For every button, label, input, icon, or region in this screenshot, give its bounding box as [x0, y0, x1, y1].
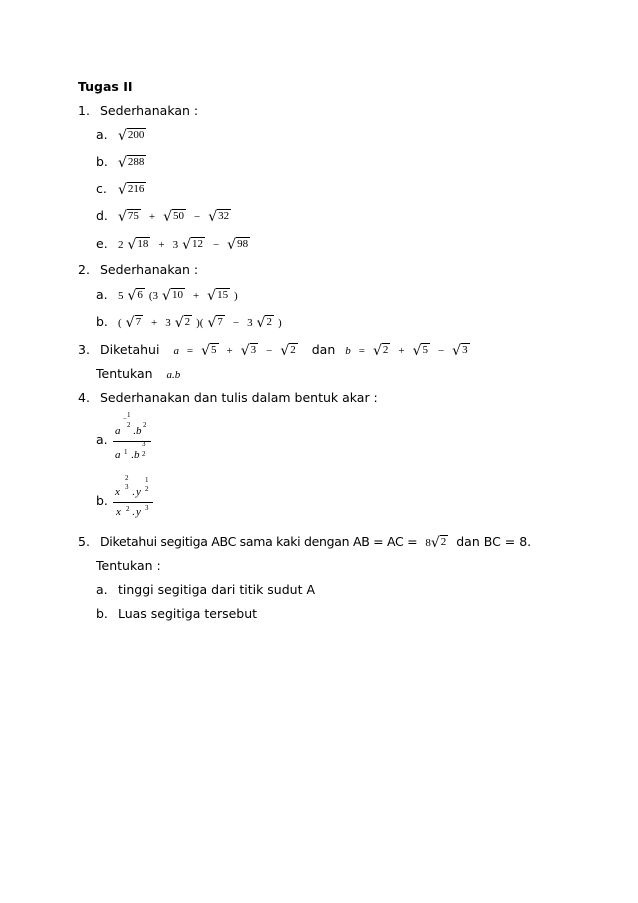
question-number: 1. — [78, 103, 90, 118]
exponent-sign: − — [123, 415, 127, 423]
sqrt-expression — [162, 288, 185, 302]
sqrt-expression — [182, 237, 205, 251]
sqrt-expression — [257, 315, 274, 329]
denominator-base-y: y — [136, 506, 141, 518]
q2-item-a — [96, 287, 238, 304]
equals-sign: = — [358, 345, 365, 357]
radical-sign-icon: √ — [127, 237, 137, 253]
radicand: 2 — [382, 344, 389, 356]
item-label: a. — [96, 127, 108, 142]
sqrt-expression — [118, 182, 146, 196]
fraction-bar — [113, 502, 153, 503]
sqrt-expression — [207, 288, 230, 302]
q1-item-d — [96, 208, 231, 225]
operator: + — [158, 239, 165, 251]
sqrt-expression — [201, 343, 218, 357]
radicand: 2 — [184, 316, 191, 328]
radical-sign-icon: √ — [201, 343, 211, 359]
radicand: 200 — [127, 129, 145, 141]
q5-item-a — [96, 582, 315, 598]
radicand: 3 — [462, 344, 468, 356]
item-text: Luas segitiga tersebut — [117, 606, 258, 621]
question-4 — [78, 390, 378, 406]
coefficient: 5 — [117, 290, 124, 302]
q4-item-a-fraction — [113, 411, 153, 467]
sqrt-expression — [126, 315, 143, 329]
radicand: 2 — [440, 536, 447, 548]
coefficient: 2 — [117, 239, 124, 251]
radical-sign-icon: √ — [117, 209, 127, 225]
sqrt-expression — [241, 343, 258, 357]
numerator-base-b: b — [136, 425, 142, 437]
denominator-base-x: x — [116, 506, 121, 518]
parenthesis-close: ) — [277, 317, 282, 329]
dot-operator: . — [132, 506, 135, 518]
operator: − — [212, 239, 220, 251]
operator: − — [266, 345, 273, 357]
exponent-denominator: 2 — [142, 450, 146, 458]
radicand: 5 — [211, 344, 217, 356]
operator: + — [151, 317, 158, 329]
radicand: 3 — [250, 344, 257, 356]
exponent-denominator: 2 — [127, 421, 131, 429]
sqrt-expression — [127, 237, 150, 251]
sqrt-expression — [280, 343, 297, 357]
question-text: Diketahui — [99, 342, 160, 357]
sqrt-expression — [207, 315, 224, 329]
q2-item-b — [96, 314, 282, 331]
sqrt-expression — [208, 209, 231, 223]
q1-item-e — [96, 236, 250, 253]
exponent-numerator: 3 — [142, 440, 146, 448]
equals-sign: = — [186, 345, 194, 357]
operator: − — [194, 211, 201, 223]
operator: + — [148, 211, 156, 223]
coefficient: 3 — [172, 239, 179, 251]
question-text: Sederhanakan : — [99, 262, 199, 277]
radicand: 75 — [127, 210, 139, 222]
q1-item-c — [96, 181, 146, 197]
radical-sign-icon: √ — [117, 155, 127, 171]
coefficient: 8 — [425, 537, 431, 549]
question-number: 5. — [78, 534, 90, 549]
task-text: Tentukan — [96, 366, 153, 381]
sqrt-expression — [452, 343, 469, 357]
radical-sign-icon: √ — [452, 343, 462, 359]
sqrt-expression — [163, 209, 186, 223]
sqrt-expression — [118, 155, 146, 169]
q5-item-b — [96, 606, 257, 622]
sqrt-expression — [175, 315, 192, 329]
radicand: 288 — [127, 156, 145, 168]
radicand: 2 — [290, 344, 296, 356]
radical-sign-icon: √ — [208, 209, 218, 225]
denominator-base-a: a — [115, 449, 121, 461]
assignment-title: Tugas II — [78, 79, 133, 94]
exponent-numerator: 1 — [145, 476, 149, 484]
item-label: b. — [96, 154, 108, 169]
radical-sign-icon: √ — [182, 237, 191, 253]
radical-sign-icon: √ — [127, 288, 137, 304]
radical-sign-icon: √ — [125, 315, 135, 331]
q5-task: Tentukan : — [96, 558, 161, 573]
radical-sign-icon: √ — [117, 182, 127, 198]
numerator-base-y: y — [136, 486, 141, 498]
radicand: 5 — [422, 344, 428, 356]
radicand: 32 — [218, 210, 230, 222]
question-number: 4. — [78, 390, 90, 405]
operator: + — [192, 290, 200, 302]
parenthesis-middle: )( — [196, 317, 204, 329]
exponent: 2 — [143, 421, 147, 429]
item-label: e. — [96, 236, 108, 251]
radicand: 10 — [171, 289, 183, 301]
sqrt-expression — [127, 288, 144, 302]
dot-operator: . — [133, 425, 136, 437]
item-label: d. — [96, 208, 108, 223]
q1-item-b — [96, 154, 146, 170]
exponent-numerator: 2 — [125, 474, 129, 482]
q4-item-a-label: a. — [96, 432, 108, 447]
radical-sign-icon: √ — [227, 237, 237, 253]
question-5 — [78, 534, 531, 551]
radicand: 50 — [173, 210, 185, 222]
sqrt-expression — [227, 237, 250, 251]
dot-operator: . — [132, 486, 135, 498]
radicand: 6 — [137, 289, 143, 301]
question-3 — [78, 342, 470, 359]
parenthesis-open: ( — [117, 317, 122, 329]
radical-sign-icon: √ — [240, 343, 250, 359]
radical-sign-icon: √ — [372, 343, 382, 359]
radicand: 15 — [217, 289, 229, 301]
question-1 — [78, 103, 198, 119]
sqrt-expression — [373, 343, 390, 357]
item-label: a. — [96, 582, 108, 597]
question-text: Sederhanakan dan tulis dalam bentuk akar : — [99, 390, 378, 405]
radical-sign-icon: √ — [412, 343, 422, 359]
operator: − — [437, 345, 445, 357]
radicand: 7 — [135, 316, 142, 328]
radical-sign-icon: √ — [174, 315, 184, 331]
exponent: 3 — [145, 504, 149, 512]
product-expression: a.b — [166, 369, 181, 381]
question-text-continued: dan BC = 8. — [456, 534, 532, 549]
radicand: 98 — [237, 238, 249, 250]
sqrt-expression — [431, 535, 448, 549]
numerator-base-a: a — [115, 425, 121, 437]
variable-b: b — [345, 345, 351, 357]
q4-item-b-label: b. — [96, 493, 108, 508]
question-number: 2. — [78, 262, 90, 277]
radicand: 12 — [191, 238, 203, 250]
item-label: b. — [96, 314, 108, 329]
numerator-base-x: x — [115, 486, 120, 498]
parenthesis-open: (3 — [148, 290, 159, 302]
coefficient: 3 — [165, 317, 171, 329]
question-text: Sederhanakan : — [99, 103, 199, 118]
radicand: 2 — [266, 316, 272, 328]
conjunction-text: dan — [311, 342, 336, 357]
radical-sign-icon: √ — [207, 288, 217, 304]
coefficient: 3 — [247, 317, 253, 329]
operator: + — [226, 345, 233, 357]
exponent-numerator: 1 — [127, 411, 131, 419]
question-number: 3. — [78, 342, 90, 357]
radicand: 7 — [217, 316, 223, 328]
denominator-base-b: b — [134, 449, 140, 461]
question-text: Diketahui segitiga ABC sama kaki dengan AB = AC = — [99, 534, 418, 549]
radicand: 18 — [137, 238, 149, 250]
variable-a: a — [173, 345, 179, 357]
parenthesis-close: ) — [234, 290, 238, 302]
radical-sign-icon: √ — [163, 209, 173, 225]
exponent-denominator: 2 — [145, 485, 149, 493]
radical-sign-icon: √ — [430, 535, 440, 551]
q4-item-b-fraction — [113, 474, 155, 522]
radical-sign-icon: √ — [117, 128, 127, 144]
radical-sign-icon: √ — [162, 288, 171, 304]
exponent: 1 — [124, 448, 128, 456]
question-2 — [78, 262, 198, 278]
sqrt-expression — [118, 209, 141, 223]
q3-task — [96, 366, 180, 383]
operator: + — [398, 345, 405, 357]
sqrt-expression — [118, 128, 146, 142]
item-label: c. — [96, 181, 107, 196]
radical-sign-icon: √ — [280, 343, 290, 359]
item-label: a. — [96, 287, 108, 302]
item-text: tinggi segitiga dari titik sudut A — [117, 582, 316, 597]
sqrt-expression — [413, 343, 430, 357]
exponent-denominator: 3 — [125, 483, 129, 491]
radicand: 216 — [127, 183, 145, 195]
q1-item-a — [96, 127, 146, 143]
dot-operator: . — [131, 449, 134, 461]
radical-sign-icon: √ — [207, 315, 217, 331]
item-label: b. — [96, 606, 108, 621]
radical-sign-icon: √ — [256, 315, 266, 331]
operator: − — [232, 317, 240, 329]
exponent: 2 — [126, 505, 130, 513]
